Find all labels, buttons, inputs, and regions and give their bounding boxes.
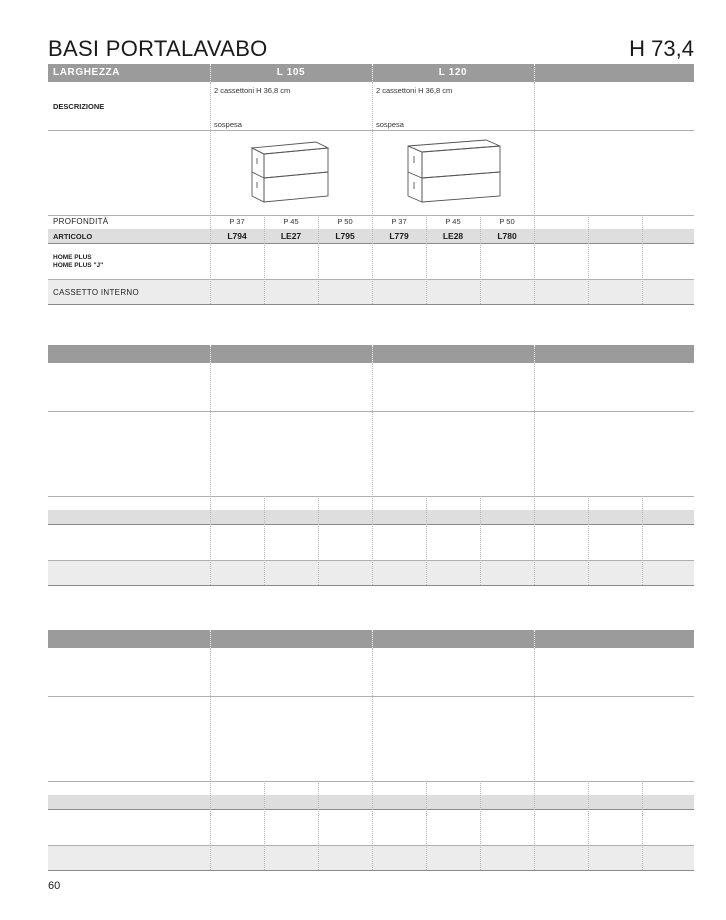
row-label-profondita: PROFONDITÀ [53,217,109,226]
page-title: BASI PORTALAVABO [48,36,268,61]
row-label-home-plus: HOME PLUS [53,254,92,261]
inner-drawer-row [48,846,694,870]
article-code: LE28 [442,231,464,241]
table-header-row [48,345,694,363]
row-label-cassetto-interno: CASSETTO INTERNO [53,288,139,297]
row-label-articolo: ARTICOLO [53,232,93,241]
depth-cell: P 45 [283,217,299,226]
col1-description: 2 cassettoni H 36,8 cm [214,86,291,95]
article-code: L795 [335,231,355,241]
article-code: L779 [389,231,409,241]
depth-cell: P 50 [337,217,353,226]
article-code: L780 [497,231,517,241]
price-table-3 [48,630,694,872]
cabinet-two-drawers-icon [404,136,504,204]
col2-mount: sospesa [376,120,404,129]
col1-mount: sospesa [214,120,242,129]
article-code: LE27 [280,231,302,241]
article-code: L794 [227,231,247,241]
header-width-col-1: L 105 [276,67,306,78]
depth-cell: P 50 [499,217,515,226]
inner-drawer-row [48,280,694,304]
page-number: 60 [48,880,61,892]
price-table-2 [48,345,694,587]
cabinet-two-drawers-icon [248,138,332,204]
price-table-1 [48,64,694,306]
col2-description: 2 cassettoni H 36,8 cm [376,86,453,95]
row-label-home-plus-j: HOME PLUS "J" [53,262,104,269]
row-label-descrizione: DESCRIZIONE [53,102,105,111]
header-width-col-2: L 120 [438,67,468,78]
table-header-row [48,630,694,648]
article-row [48,510,694,524]
height-title: H 73,4 [629,36,694,61]
depth-cell: P 37 [229,217,245,226]
inner-drawer-row [48,561,694,585]
article-row [48,795,694,809]
depth-cell: P 45 [445,217,461,226]
depth-cell: P 37 [391,217,407,226]
header-larghezza: LARGHEZZA [53,67,121,78]
